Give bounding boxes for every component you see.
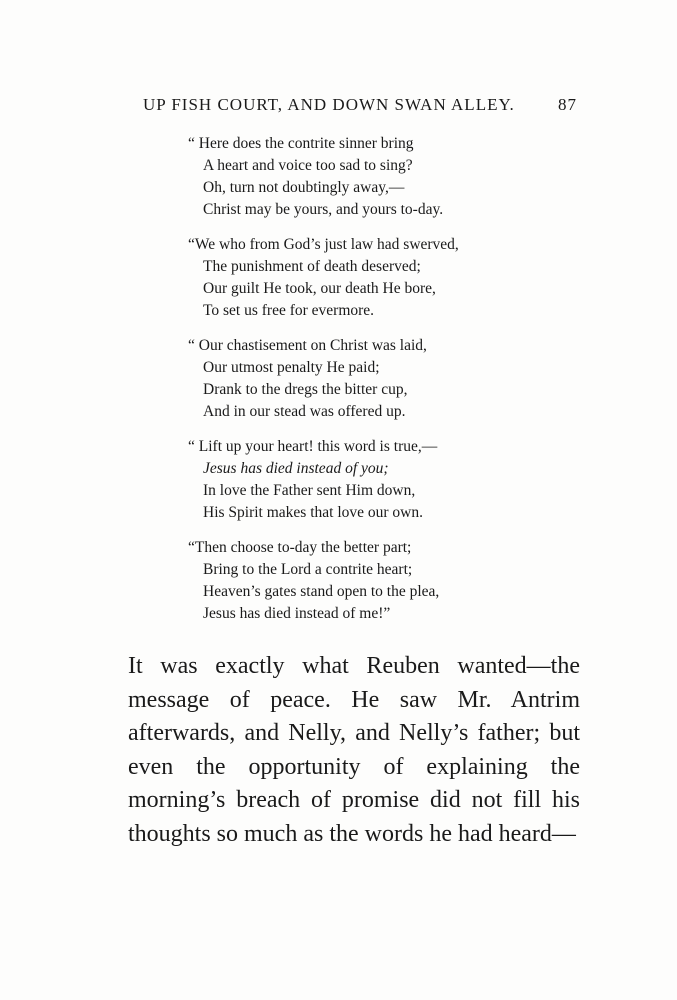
- stanza-1: [183, 133, 543, 221]
- verse-line: Drank to the dregs the bitter cup,: [203, 381, 408, 398]
- verse-line: “ Our chastisement on Christ was laid,: [188, 337, 427, 354]
- paragraph: It was exactly what Reuben wanted—the message of peace. He saw Mr. Antrim afterwards, and Nelly, and Nelly’s father; but even the opportunity of explaining the morning’s breach of promise did not fill his thoughts so much as the words he had heard—: [128, 653, 580, 847]
- verse-line: Bring to the Lord a contrite heart;: [203, 561, 413, 578]
- stanza-3: [183, 335, 543, 423]
- verse-line: Oh, turn not doubtingly away,—: [203, 179, 405, 196]
- verse-line: Christ may be yours, and yours to-day.: [203, 201, 444, 218]
- verse-line: The punishment of death deserved;: [203, 258, 421, 275]
- verse-line: A heart and voice too sad to sing?: [203, 157, 413, 174]
- running-title: UP FISH COURT, AND DOWN SWAN ALLEY.: [143, 95, 515, 114]
- verse-line: Our guilt He took, our death He bore,: [203, 280, 436, 297]
- verse-line: Heaven’s gates stand open to the plea,: [203, 583, 440, 600]
- verse-line: And in our stead was offered up.: [203, 403, 406, 420]
- stanza-4: [183, 436, 543, 524]
- verse-line: Our utmost penalty He paid;: [203, 359, 380, 376]
- body-text: [128, 650, 580, 852]
- verse-line: To set us free for evermore.: [203, 302, 375, 319]
- hymn: [183, 133, 543, 638]
- verse-line: His Spirit makes that love our own.: [203, 504, 423, 521]
- verse-line: “ Lift up your heart! this word is true,—: [188, 438, 438, 455]
- running-head: [143, 95, 577, 115]
- verse-line: Jesus has died instead of me!”: [203, 605, 391, 622]
- verse-line: In love the Father sent Him down,: [203, 482, 416, 499]
- stanza-5: [183, 537, 543, 625]
- verse-line: “We who from God’s just law had swerved,: [188, 236, 459, 253]
- verse-line: “Then choose to-day the better part;: [188, 539, 412, 556]
- stanza-2: [183, 234, 543, 322]
- page-number: 87: [558, 95, 577, 114]
- verse-line: “ Here does the contrite sinner bring: [188, 135, 414, 152]
- verse-line-italic: Jesus has died instead of you;: [203, 460, 389, 477]
